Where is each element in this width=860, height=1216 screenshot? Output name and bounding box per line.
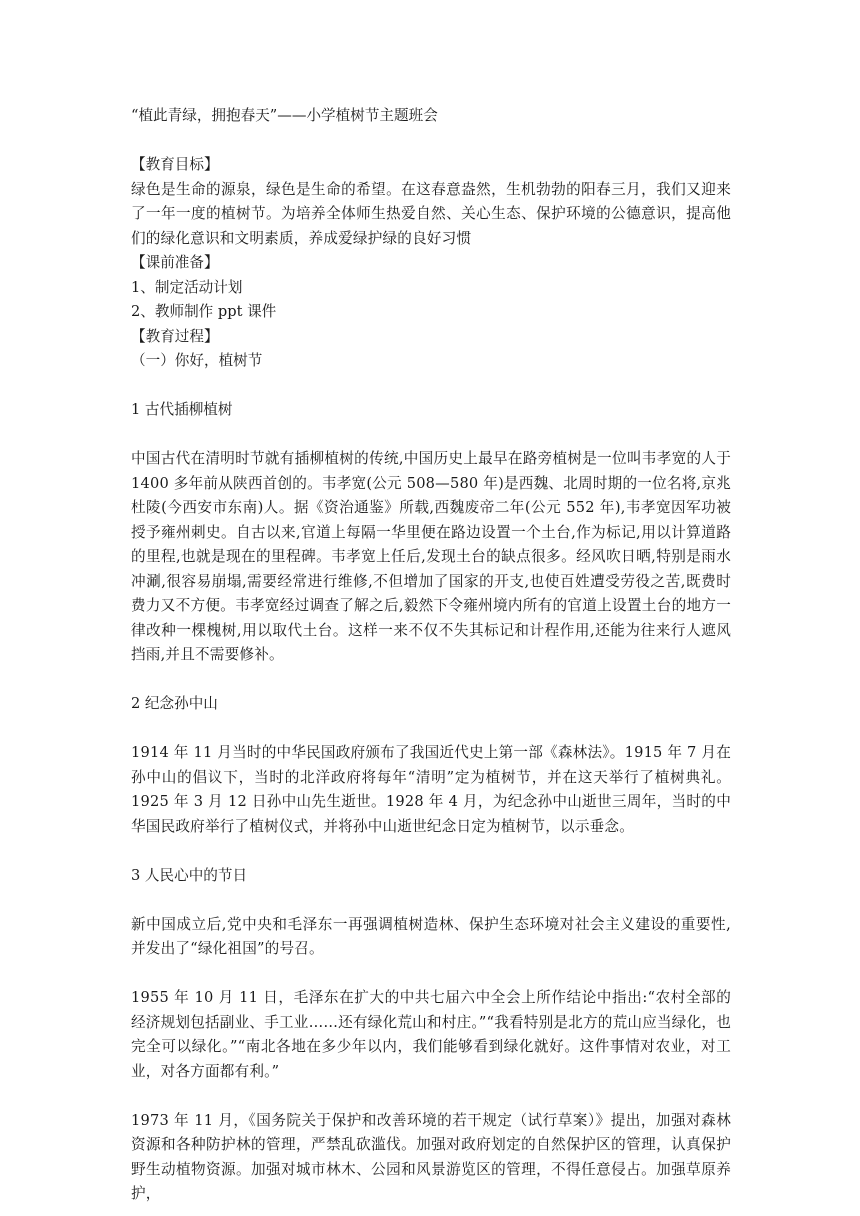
process-heading: 【教育过程】 xyxy=(131,327,219,345)
prep-heading: 【课前准备】 xyxy=(131,254,219,271)
section2-paragraph: 1914 年 11 月当时的中华民国政府颁布了我国近代史上第一部《森林法》。1915 年 7 月在孙中山的倡议下，当时的北洋政府将每年“清明”定为植树节，并在这天举行了植树典礼。1925 年 3 月 12 日孙中山先生逝世。1928 年 4 月，为纪念孙中山逝世三周年，当时的中华国民政府举行了植树仪式，并将孙中山逝世纪念日定为植树节，以示垂念。 xyxy=(131,744,731,835)
section2-title: 2 纪念孙中山 xyxy=(131,695,218,712)
section3-paragraph-1: 新中国成立后,党中央和毛泽东一再强调植树造林、保护生态环境对社会主义建设的重要性,并发出了“绿化祖国”的号召。 xyxy=(131,915,731,957)
document-page xyxy=(131,104,731,1207)
spacer xyxy=(131,717,731,742)
spacer xyxy=(131,374,731,399)
prep-item-1: 1、制定活动计划 xyxy=(131,278,243,296)
prep-item-2: 2、教师制作 ppt 课件 xyxy=(131,303,277,320)
goal-heading: 【教育目标】 xyxy=(131,156,219,173)
spacer xyxy=(131,1084,731,1109)
section3-paragraph-2: 1955 年 10 月 11 日，毛泽东在扩大的中共七届六中全会上所作结论中指出:“农村全部的经济规划包括副业、手工业……还有绿化荒山和村庄。”“我看特别是北方的荒山应当绿化，也完全可以绿化。”“南北各地在多少年以内，我们能够看到绿化就好。这件事情对农业，对工业，对各方面都有利。” xyxy=(131,989,731,1080)
section1-paragraph: 中国古代在清明时节就有插柳植树的传统,中国历史上最早在路旁植树是一位叫韦孝宽的人于 1400 多年前从陕西首创的。韦孝宽(公元 508—580 年)是西魏、北周时期的一位名将,京兆杜陵(今西安市东南)人。据《资治通鉴》所载,西魏废帝二年(公元 552 年),韦孝宽因军功被授予雍州刺史。自古以来,官道上每隔一华里便在路边设置一个土台,作为标记,用以计算道路的里程,也就是现在的里程碑。韦孝宽上任后,发现土台的缺点很多。经风吹日晒,特别是雨水冲涮,很容易崩塌,需要经常进行维修,不但增加了国家的开支,也使百姓遭受劳役之苦,既费时费力又不方便。韦孝宽经过调查了解之后,毅然下令雍州境内所有的官道上设置土台的地方一律改种一棵槐树,用以取代土台。这样一来不仅不失其标记和计程作用,还能为往来行人遮风挡雨,并且不需要修补。 xyxy=(131,450,731,663)
part1-title: （一）你好，植树节 xyxy=(131,352,263,369)
spacer xyxy=(131,423,731,448)
section1-title: 1 古代插柳植树 xyxy=(131,401,233,418)
spacer xyxy=(131,668,731,693)
spacer xyxy=(131,839,731,864)
spacer xyxy=(131,129,731,154)
goal-paragraph: 绿色是生命的源泉，绿色是生命的希望。在这春意盎然，生机勃勃的阳春三月，我们又迎来了一年一度的植树节。为培养全体师生热爱自然、关心生态、保护环境的公德意识，提高他们的绿化意识和文明素质，养成爱绿护绿的良好习惯 xyxy=(131,180,731,247)
spacer xyxy=(131,962,731,987)
section3-title: 3 人民心中的节日 xyxy=(131,866,248,884)
spacer xyxy=(131,888,731,913)
section3-paragraph-3: 1973 年 11 月，《国务院关于保护和改善环境的若干规定（试行草案）》提出，加强对森林资源和各种防护林的管理，严禁乱砍滥伐。加强对政府划定的自然保护区的管理，认真保护野生动植物资源。加强对城市林木、公园和风景游览区的管理，不得任意侵占。加强草原养护， xyxy=(131,1111,731,1202)
document-title: “植此青绿，拥抱春天”——小学植树节主题班会 xyxy=(131,107,438,124)
